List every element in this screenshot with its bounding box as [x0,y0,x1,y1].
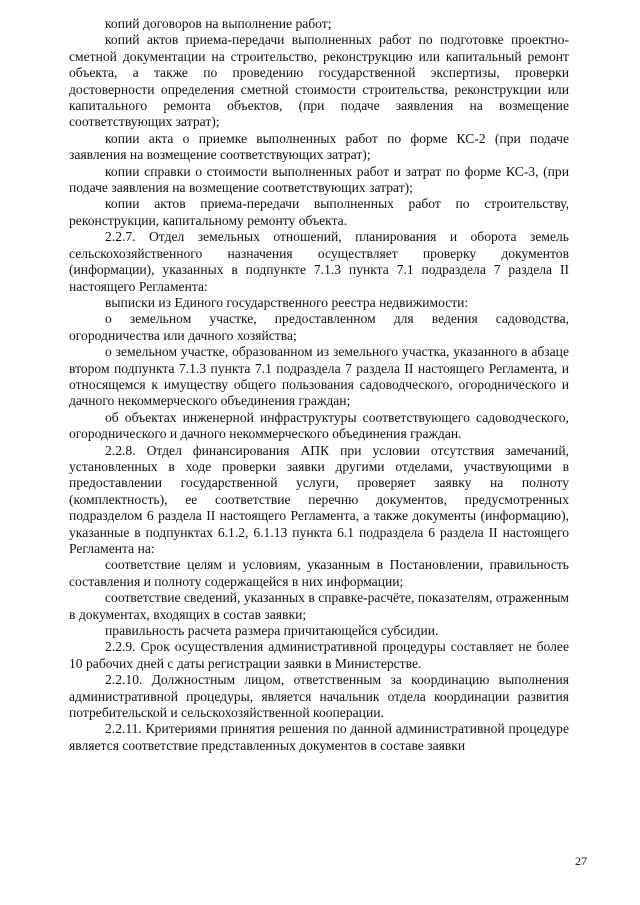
paragraph: копий актов приема-передачи выполненных работ по подготовке проектно-сметной документации на строительство, реконструкцию или капитальный ремонт объекта, а также по проведению государственной экспертизы, проверки достоверности определения сметной стоимости строительства, реконструкции или капитального ремонта объектов, (при подаче заявления на возмещение соответствующих затрат); [69,32,569,130]
paragraph: 2.2.11. Критериями принятия решения по данной административной процедуре является соответствие представленных документов в составе заявки [69,721,569,753]
paragraph: копии акта о приемке выполненных работ по форме КС-2 (при подаче заявления на возмещение соответствующих затрат); [69,130,569,163]
paragraph: о земельном участке, образованном из земельного участка, указанного в абзаце втором подпункта 7.1.3 пункта 7.1 подраздела 7 раздела II настоящего Регламента, и относящемся к имуществу общего пользования садоводческого, огороднического и дачного некоммерческого объединения граждан; [69,344,569,409]
body-text [69,16,569,754]
paragraph: 2.2.8. Отдел финансирования АПК при условии отсутствия замечаний, установленных в ходе проверки заявки другими отделами, участвующими в предоставлении государственной услуги, проверяет заявку на полноту (комплектность), ее соответствие перечню документов, предусмотренных подразделом 6 раздела II настоящего Регламента, а также документы (информацию), указанные в подпунктах 6.1.2, 6.1.13 пункта 6.1 подраздела 6 раздела II настоящего Регламента на: [69,442,569,556]
paragraph: соответствие целям и условиям, указанным в Постановлении, правильность составления и полноту содержащейся в них информации; [69,557,569,589]
paragraph: об объектах инженерной инфраструктуры соответствующего садоводческого, огороднического и дачного некоммерческого объединения граждан. [69,409,569,442]
paragraph: копии справки о стоимости выполненных работ и затрат по форме КС-3, (при подаче заявления на возмещение соответствующих затрат); [69,163,569,196]
page-number: 27 [575,854,587,868]
paragraph: 2.2.10. Должностным лицом, ответственным за координацию выполнения административной процедуры, является начальник отдела координации развития потребительской и сельскохозяйственной кооперации. [69,672,569,721]
paragraph: о земельном участке, предоставленном для ведения садоводства, огородничества или дачного хозяйства; [69,311,569,343]
paragraph: соответствие сведений, указанных в справке-расчёте, показателям, отраженным в документах, входящих в состав заявки; [69,590,569,622]
paragraph: правильность расчета размера причитающейся субсидии. [105,623,439,639]
paragraph: копий договоров на выполнение работ; [105,16,332,31]
paragraph: копии актов приема-передачи выполненных работ по строительству, реконструкции, капитальному ремонту объекта. [69,196,569,228]
paragraph: 2.2.9. Срок осуществления административной процедуры составляет не более 10 рабочих дней с даты регистрации заявки в Министерстве. [69,639,569,671]
paragraph: 2.2.7. Отдел земельных отношений, планирования и оборота земель сельскохозяйственного назначения осуществляет проверку документов (информации), указанных в подпункте 7.1.3 пункта 7.1 подраздела 7 раздела II настоящего Регламента: [69,229,569,294]
paragraph: выписки из Единого государственного реестра недвижимости: [105,294,469,310]
